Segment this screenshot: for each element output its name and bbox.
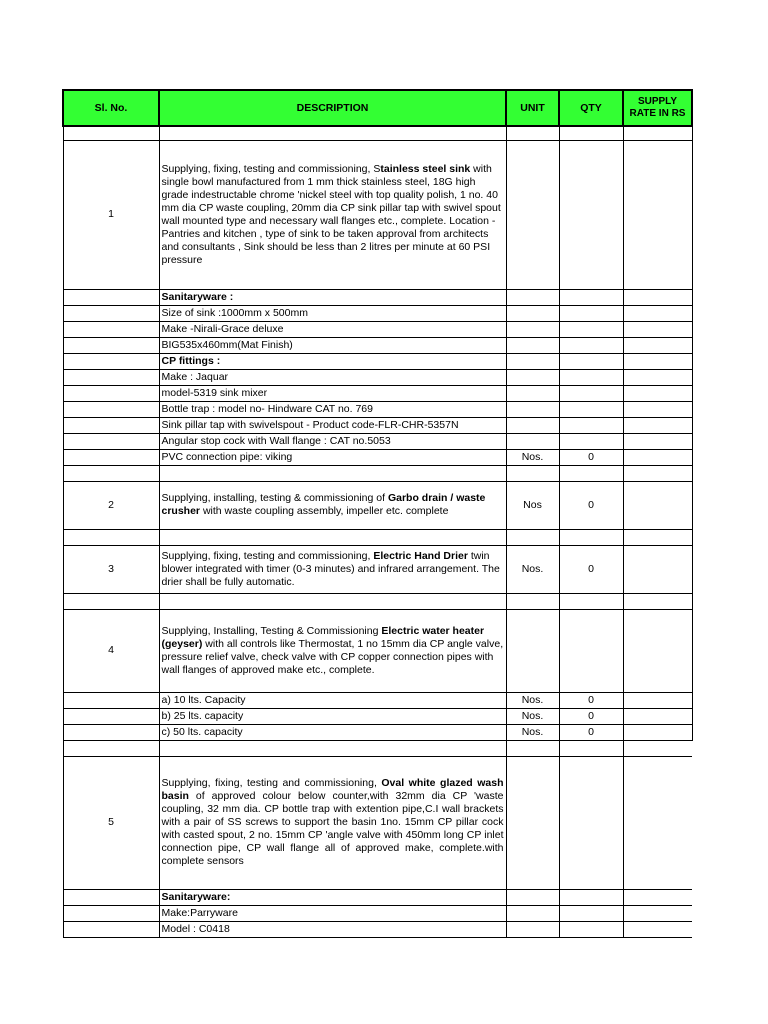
item1-cp-heading: CP fittings : xyxy=(161,354,221,367)
item5-description: Supplying, fixing, testing and commissioning, Oval white glazed wash basin of approved colour below counter,with 32mm dia CP 'waste coupling, 32 mm dia. CP bottle trap with extention pipe,C.I wall brackets with a pair of SS screws to support the basin 1no. 15mm CP pillar cock with casted spout, 2 no. 15mm CP 'angle valve with 450mm long CP inlet connection pipe, CP wall flange all of approved make, complete.with complete sensors xyxy=(159,756,506,889)
item1-line: Make -Nirali-Grace deluxe xyxy=(159,321,506,337)
table-row xyxy=(63,481,692,529)
item1-cp-line: Make : Jaquar xyxy=(159,369,506,385)
table-row xyxy=(63,353,692,369)
item2-qty: 0 xyxy=(559,481,623,529)
item5-line: Make:Parryware xyxy=(159,905,506,921)
item2-description: Supplying, installing, testing & commissioning of Garbo drain / waste crusher with waste coupling assembly, impeller etc. complete xyxy=(159,481,506,529)
spacer-row xyxy=(63,529,692,545)
table-row xyxy=(63,369,692,385)
table-row xyxy=(63,289,692,305)
table-row xyxy=(63,545,692,593)
header-sl-no: Sl. No. xyxy=(63,90,159,126)
spacer-row xyxy=(63,740,692,756)
item5-line: Model : C0418 xyxy=(159,921,506,937)
table-row xyxy=(63,449,692,465)
table-row xyxy=(63,921,692,937)
table-row xyxy=(63,385,692,401)
table-row xyxy=(63,401,692,417)
item1-line: BIG535x460mm(Mat Finish) xyxy=(159,337,506,353)
item4-sub-unit: Nos. xyxy=(506,724,559,740)
item3-description: Supplying, fixing, testing and commissioning, Electric Hand Drier twin blower integrated with timer (0-3 minutes) and infrared arrangement. The drier shall be fully automatic. xyxy=(159,545,506,593)
item4-sub-unit: Nos. xyxy=(506,692,559,708)
table-row xyxy=(63,305,692,321)
item4-sub-qty: 0 xyxy=(559,708,623,724)
table-row xyxy=(63,609,692,692)
spacer-row xyxy=(63,126,692,140)
header-row xyxy=(63,90,692,126)
item1-sanitary-heading: Sanitaryware : xyxy=(161,290,234,303)
table-row xyxy=(63,692,692,708)
item1-qty: 0 xyxy=(559,449,623,465)
item1-last-line: PVC connection pipe: viking xyxy=(159,449,506,465)
table-row xyxy=(63,337,692,353)
header-qty: QTY xyxy=(559,90,623,126)
item3-sl: 3 xyxy=(63,545,159,593)
table-row xyxy=(63,756,692,889)
item4-sub-label: b) 25 lts. capacity xyxy=(159,708,506,724)
header-description: DESCRIPTION xyxy=(159,90,506,126)
item5-sl: 5 xyxy=(63,756,159,889)
item3-unit: Nos. xyxy=(506,545,559,593)
item3-qty: 0 xyxy=(559,545,623,593)
item1-cp-line: Angular stop cock with Wall flange : CAT no.5053 xyxy=(159,433,506,449)
item4-sub-label: a) 10 lts. Capacity xyxy=(159,692,506,708)
table-row xyxy=(63,889,692,905)
item4-sub-qty: 0 xyxy=(559,692,623,708)
item2-sl: 2 xyxy=(63,481,159,529)
table-row xyxy=(63,140,692,289)
header-unit: UNIT xyxy=(506,90,559,126)
item1-line: Size of sink :1000mm x 500mm xyxy=(159,305,506,321)
boq-table xyxy=(62,89,693,938)
item5-sanitary-heading: Sanitaryware: xyxy=(161,890,231,903)
item4-sub-qty: 0 xyxy=(559,724,623,740)
table-row xyxy=(63,417,692,433)
table-row xyxy=(63,905,692,921)
spacer-row xyxy=(63,593,692,609)
item1-cp-line: Bottle trap : model no- Hindware CAT no. 769 xyxy=(159,401,506,417)
header-supply-rate: SUPPLY RATE IN RS xyxy=(623,90,692,126)
table-row xyxy=(63,433,692,449)
table-row xyxy=(63,321,692,337)
item1-cp-line: model-5319 sink mixer xyxy=(159,385,506,401)
table-row xyxy=(63,724,692,740)
item4-description: Supplying, Installing, Testing & Commissioning Electric water heater (geyser) with all controls like Thermostat, 1 no 15mm dia CP angle valve, pressure relief valve, check valve with CP copper connection pipes with wall flanges of approved make etc., complete. xyxy=(159,609,506,692)
item4-sub-label: c) 50 lts. capacity xyxy=(159,724,506,740)
item2-unit: Nos xyxy=(506,481,559,529)
spacer-row xyxy=(63,465,692,481)
item1-unit: Nos. xyxy=(506,449,559,465)
item4-sub-unit: Nos. xyxy=(506,708,559,724)
item1-cp-line: Sink pillar tap with swivelspout - Product code-FLR-CHR-5357N xyxy=(159,417,506,433)
item1-sl: 1 xyxy=(63,140,159,289)
table-row xyxy=(63,708,692,724)
item4-sl: 4 xyxy=(63,609,159,692)
item1-description: Supplying, fixing, testing and commissioning, Stainless steel sink with single bowl manufactured from 1 mm thick stainless steel, 18G high grade indestructable chrome 'nickel steel with top quality polish, 1 no. 40 mm dia CP waste coupling, 20mm dia CP sink pillar tap with swivel spout wall mounted type and necessary wall flanges etc., complete. Location - Pantries and kitchen , type of sink to be taken approval from architects and consultants , Sink should be less than 2 litres per minute at 60 PSI pressure xyxy=(159,140,506,289)
